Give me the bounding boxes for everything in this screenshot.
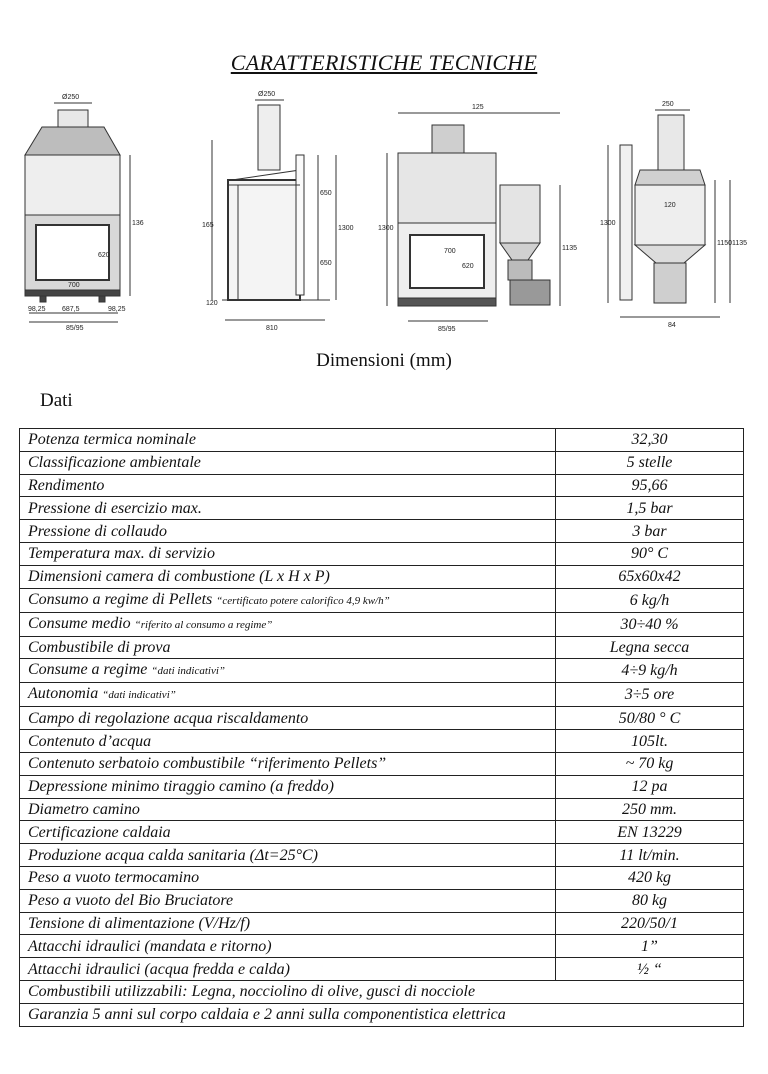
spec-value: 3÷5 ore <box>556 683 744 707</box>
spec-value: ½ “ <box>556 958 744 981</box>
spec-value: 250 mm. <box>556 798 744 821</box>
spec-label-cell <box>20 497 556 520</box>
spec-value: 105lt. <box>556 730 744 753</box>
spec-note: “riferito al consumo a regime” <box>134 618 273 631</box>
table-row <box>20 520 744 543</box>
table-row <box>20 474 744 497</box>
spec-label-cell <box>20 612 556 636</box>
spec-label-cell <box>20 821 556 844</box>
spec-label-cell <box>20 935 556 958</box>
spec-label: Autonomia <box>28 685 99 703</box>
table-row <box>20 935 744 958</box>
pellet-front-width-label: 125 <box>472 104 484 111</box>
spec-label-cell <box>20 889 556 912</box>
side-height-lower-label: 650 <box>320 260 332 267</box>
spec-label: Contenuto serbatoio combustibile “riferimento Pellets” <box>28 755 387 773</box>
spec-value: 12 pa <box>556 775 744 798</box>
spec-label-cell <box>20 520 556 543</box>
spec-label: Consume a regime <box>28 661 148 679</box>
spec-label: Combustibile di prova <box>28 638 171 656</box>
side-height-total-label: 1300 <box>338 225 354 232</box>
table-row <box>20 798 744 821</box>
spec-label-cell <box>20 636 556 659</box>
dimensions-caption: Dimensioni (mm) <box>316 350 452 371</box>
spec-value: 32,30 <box>556 429 744 452</box>
spec-label-cell <box>20 844 556 867</box>
spec-label: Depressione minimo tiraggio camino (a freddo) <box>28 778 334 796</box>
spec-value: 50/80 ° C <box>556 707 744 730</box>
spec-label: Peso a vuoto del Bio Bruciatore <box>28 892 234 910</box>
table-row <box>20 821 744 844</box>
table-row <box>20 958 744 981</box>
pellet-front-bottom-label: 85/95 <box>438 326 456 333</box>
spec-label-cell <box>20 958 556 981</box>
table-row <box>20 542 744 565</box>
spec-value: 3 bar <box>556 520 744 543</box>
table-row <box>20 659 744 683</box>
table-row <box>20 588 744 612</box>
spec-value: 420 kg <box>556 866 744 889</box>
spec-label-cell <box>20 565 556 588</box>
spec-label: Campo di regolazione acqua riscaldamento <box>28 709 309 727</box>
front-inner-height-label: 620 <box>98 252 110 259</box>
table-row <box>20 565 744 588</box>
spec-note: “dati indicativi” <box>151 665 226 678</box>
spec-label: Peso a vuoto termocamino <box>28 869 200 887</box>
specifications-table <box>19 428 744 1027</box>
side-left-total-label: 165 <box>202 222 214 229</box>
pellet-side-top-label: 250 <box>662 101 674 108</box>
table-row <box>20 752 744 775</box>
spec-value: 95,66 <box>556 474 744 497</box>
spec-label-cell <box>20 912 556 935</box>
spec-value: 80 kg <box>556 889 744 912</box>
spec-label-cell <box>20 474 556 497</box>
pellet-front-height-label: 1300 <box>378 225 394 232</box>
spec-full-text: Combustibili utilizzabili: Legna, nocciolino di olive, gusci di nocciole <box>20 980 744 1003</box>
table-row <box>20 912 744 935</box>
pellet-side-right-height-b-label: 1135 <box>732 240 748 247</box>
front-bottom-total-label: 85/95 <box>66 325 84 332</box>
spec-label: Tensione di alimentazione (V/Hz/f) <box>28 914 251 932</box>
spec-label: Produzione acqua calda sanitaria (Δt=25°C) <box>28 846 318 864</box>
pellet-side-left-height-label: 1300 <box>600 220 616 227</box>
front-pellet-view-drawing <box>387 113 560 321</box>
spec-value: 220/50/1 <box>556 912 744 935</box>
pellet-front-inner-height-label: 620 <box>462 263 474 270</box>
pellet-side-right-height-a-label: 1150 <box>717 240 733 247</box>
table-row <box>20 775 744 798</box>
table-row <box>20 707 744 730</box>
side-pellet-view-drawing <box>608 110 733 317</box>
spec-value: 11 lt/min. <box>556 844 744 867</box>
spec-label-cell <box>20 451 556 474</box>
spec-label: Temperatura max. di servizio <box>28 545 215 563</box>
table-row <box>20 844 744 867</box>
section-label: Dati <box>40 390 73 411</box>
spec-value: 65x60x42 <box>556 565 744 588</box>
spec-full-text: Garanzia 5 anni sul corpo caldaia e 2 anni sulla componentistica elettrica <box>20 1003 744 1026</box>
spec-label: Consumo a regime di Pellets <box>28 590 213 608</box>
spec-label-cell <box>20 683 556 707</box>
spec-label: Classificazione ambientale <box>28 454 201 472</box>
spec-value: 4÷9 kg/h <box>556 659 744 683</box>
spec-label-cell <box>20 429 556 452</box>
front-inner-width-label: 700 <box>68 282 80 289</box>
spec-value: EN 13229 <box>556 821 744 844</box>
pellet-front-right-height-label: 1135 <box>562 245 578 252</box>
spec-label: Contenuto d’acqua <box>28 732 152 750</box>
pellet-side-inner-width-label: 120 <box>664 202 676 209</box>
spec-label: Pressione di collaudo <box>28 522 167 540</box>
front-bottom-right-label: 98,25 <box>108 306 126 313</box>
spec-label: Consume medio <box>28 614 131 632</box>
front-top-diameter-label: Ø250 <box>62 94 80 101</box>
spec-value: 1” <box>556 935 744 958</box>
table-row <box>20 429 744 452</box>
spec-label-cell <box>20 588 556 612</box>
side-top-diameter-label: Ø250 <box>258 91 276 98</box>
spec-label: Rendimento <box>28 476 105 494</box>
table-row <box>20 889 744 912</box>
pellet-front-inner-width-label: 700 <box>444 248 456 255</box>
spec-label-cell <box>20 730 556 753</box>
spec-value: 1,5 bar <box>556 497 744 520</box>
spec-label-cell <box>20 707 556 730</box>
side-width-label: 810 <box>266 325 278 332</box>
spec-label-cell <box>20 752 556 775</box>
spec-value: Legna secca <box>556 636 744 659</box>
spec-label: Attacchi idraulici (acqua fredda e calda) <box>28 960 291 978</box>
spec-value: 30÷40 % <box>556 612 744 636</box>
table-row <box>20 866 744 889</box>
technical-drawings <box>0 85 768 345</box>
front-view-drawing <box>25 103 130 322</box>
front-side-height-label: 136 <box>132 220 144 227</box>
table-row <box>20 497 744 520</box>
spec-label: Pressione di esercizio max. <box>28 499 202 517</box>
spec-label: Diametro camino <box>28 800 140 818</box>
table-row <box>20 451 744 474</box>
table-row-full <box>20 980 744 1003</box>
pellet-side-bottom-label: 84 <box>668 322 676 329</box>
table-row <box>20 683 744 707</box>
table-row <box>20 730 744 753</box>
table-row-full <box>20 1003 744 1026</box>
table-row <box>20 636 744 659</box>
page-title: CARATTERISTICHE TECNICHE <box>230 50 538 75</box>
spec-label-cell <box>20 866 556 889</box>
side-view-drawing <box>212 100 336 320</box>
spec-value: 5 stelle <box>556 451 744 474</box>
front-bottom-left-label: 98,25 <box>28 306 46 313</box>
spec-label: Dimensioni camera di combustione (L x H x P) <box>28 568 330 586</box>
front-bottom-mid-label: 687,5 <box>62 306 80 313</box>
side-height-upper-label: 650 <box>320 190 332 197</box>
spec-note: “dati indicativi” <box>102 689 176 702</box>
spec-label-cell <box>20 659 556 683</box>
spec-value: ~ 70 kg <box>556 752 744 775</box>
spec-label-cell <box>20 798 556 821</box>
spec-label-cell <box>20 542 556 565</box>
spec-label: Attacchi idraulici (mandata e ritorno) <box>28 937 272 955</box>
table-row <box>20 612 744 636</box>
spec-note: “certificato potere calorifico 4,9 kw/h” <box>216 594 390 607</box>
spec-label: Potenza termica nominale <box>28 431 196 449</box>
spec-label-cell <box>20 775 556 798</box>
spec-value: 90° C <box>556 542 744 565</box>
spec-label: Certificazione caldaia <box>28 823 171 841</box>
side-base-label: 120 <box>206 300 218 307</box>
spec-value: 6 kg/h <box>556 588 744 612</box>
